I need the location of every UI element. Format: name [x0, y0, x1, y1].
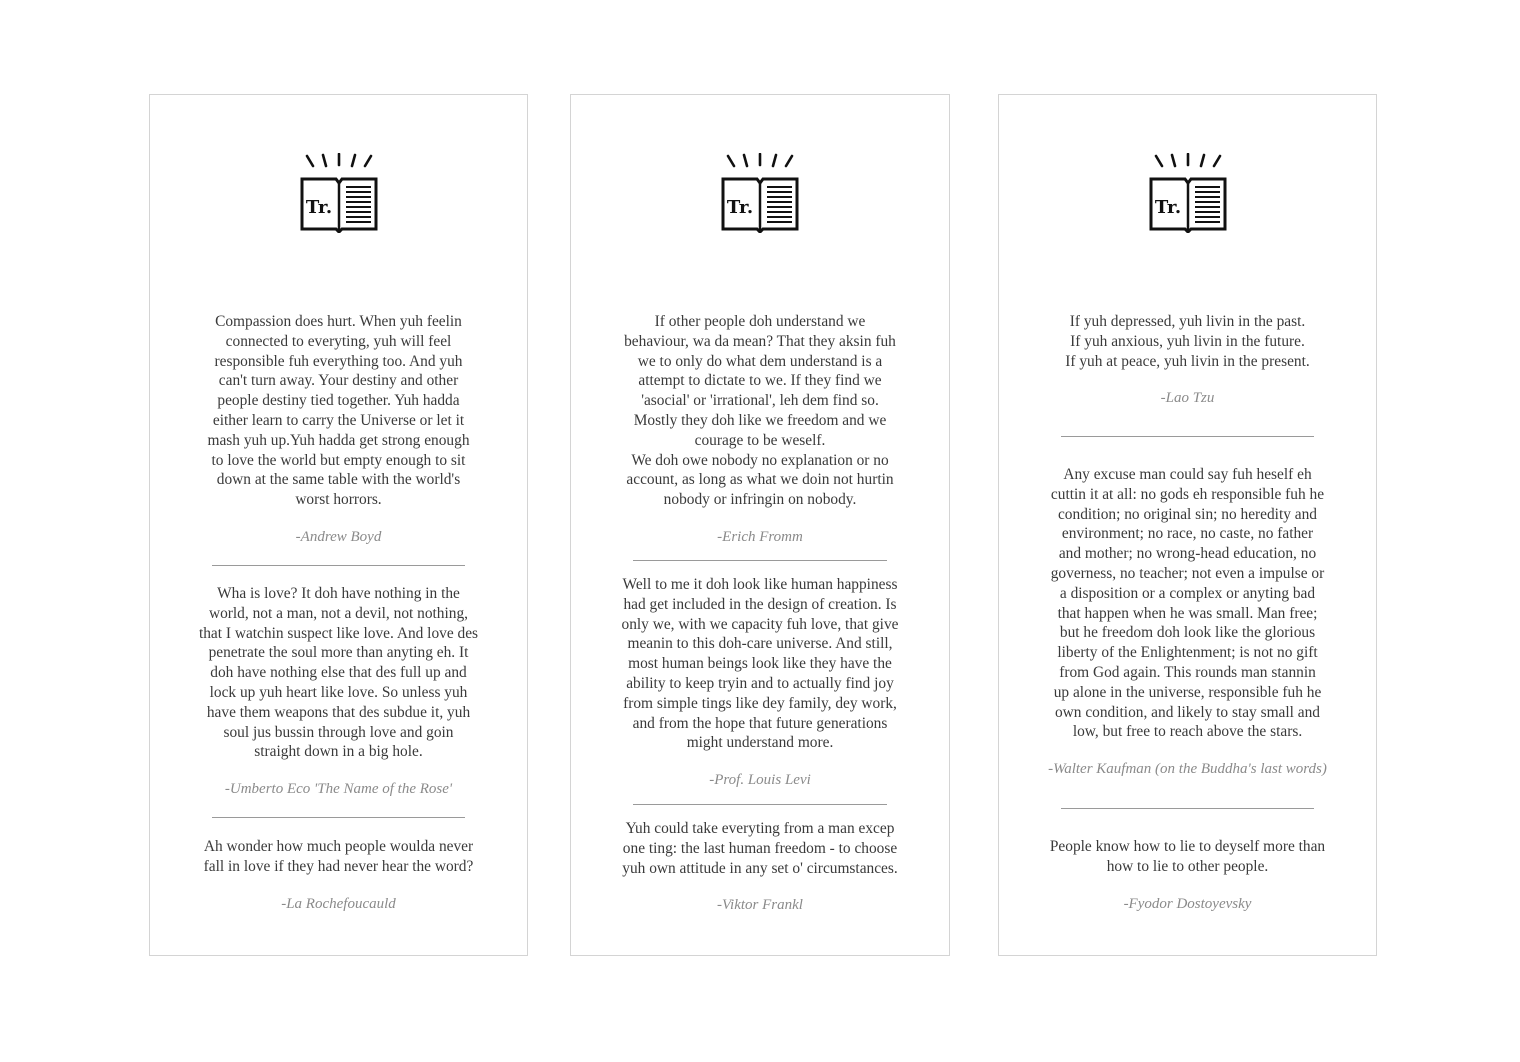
divider — [633, 804, 887, 805]
quote-block — [999, 312, 1376, 407]
quote-text: Yuh could take everyting from a man excep one ting: the last human freedom - to choose yuh own attitude in any set o' circumstances. — [622, 820, 898, 877]
book-logo-icon — [1148, 153, 1228, 233]
quote-text: Ah wonder how much people woulda never fall in love if they had never hear the word? — [203, 838, 474, 875]
svg-text:Tr.: Tr. — [305, 197, 332, 218]
quote-author: -Fyodor Dostoyevsky — [1123, 895, 1252, 912]
quote-block — [999, 465, 1376, 778]
quote-author: -Umberto Eco 'The Name of the Rose' — [224, 781, 453, 798]
quote-author: -Andrew Boyd — [295, 528, 382, 545]
book-logo-icon — [299, 153, 379, 233]
quote-text: People know how to lie to deyself more than how to lie to other people. — [1049, 838, 1326, 875]
quote-author: -Prof. Louis Levi — [709, 772, 811, 789]
divider — [1061, 808, 1314, 809]
svg-text:Tr.: Tr. — [1154, 197, 1181, 218]
svg-text:Tr.: Tr. — [726, 197, 754, 218]
divider — [633, 560, 887, 561]
quote-card-1 — [149, 94, 528, 956]
quote-text: Well to me it doh look like human happiness had get included in the design of creation. Is only we, with we capacity fuh love, that give meanin to this doh-care universe. And still, most human beings look like they have the ability to keep tryin and to actually find joy from simple tings like dey family, dey work, and from the hope that future generations might understand more. — [621, 576, 899, 752]
quote-author: -Erich Fromm — [717, 528, 803, 545]
quote-text: Compassion does hurt. When yuh feelin connected to everyting, yuh will feel responsible fuh everything too. And yuh can't turn away. Your destiny and other people destiny tied together. Yuh hadda either learn to carry the Universe or let it mash yuh up.Yuh hadda get strong enough to love the world but empty enough to sit down at the same table with the world's worst horrors. — [207, 313, 470, 509]
quote-author: -Lao Tzu — [1160, 390, 1215, 407]
divider — [212, 565, 465, 566]
quote-author: -Walter Kaufman (on the Buddha's last words) — [1048, 761, 1327, 778]
divider — [212, 817, 465, 818]
quote-block — [571, 575, 949, 789]
quote-text: If other people doh understand we behaviour, wa da mean? That they aksin fuh we to only do what dem understand is a attempt to dictate to we. If they find we 'asocial' or 'irrational', leh dem find so. Mostly they doh like we freedom and we courage to be weself. We doh owe nobody no explanation or no account, as long as what we doin not hurtin nobody or infringin on nobody. — [624, 313, 896, 509]
quote-block — [150, 584, 527, 798]
quote-block — [999, 837, 1376, 913]
quote-text: Wha is love? It doh have nothing in the world, not a man, not a devil, not nothing, that I watchin suspect like love. And love des penetrate the soul more than anyting eh. It doh have nothing else that des full up and lock up yuh heart like love. So unless yuh have them weapons that des subdue it, yuh soul jus bussin through love and goin straight down in a big hole. — [198, 585, 479, 761]
quote-card-3 — [998, 94, 1377, 956]
quote-block — [571, 819, 949, 914]
quote-card-2 — [570, 94, 950, 956]
quote-block — [150, 312, 527, 546]
quote-author: -Viktor Frankl — [717, 897, 803, 914]
book-logo-icon — [720, 153, 800, 233]
quote-block — [571, 312, 949, 546]
quote-text: Any excuse man could say fuh heself eh cuttin it at all: no gods eh responsible fuh he condition; no original sin; no heredity and environment; no race, no caste, no father and mother; no wrong-head education, no governess, no teacher; not even a impulse or a disposition or a complex or anyting bad that happen when he was small. Man free; but he freedom doh look like the glorious liberty of the Enlightenment; is not no gift from God again. This rounds man stannin up alone in the universe, responsible fuh he own condition, and likely to stay small and low, but free to reach above the stars. — [1050, 466, 1325, 741]
quote-block — [150, 837, 527, 913]
divider — [1061, 436, 1314, 437]
quote-author: -La Rochefoucauld — [281, 895, 396, 912]
quote-text: If yuh depressed, yuh livin in the past. If yuh anxious, yuh livin in the future. If yuh at peace, yuh livin in the present. — [1065, 313, 1310, 370]
